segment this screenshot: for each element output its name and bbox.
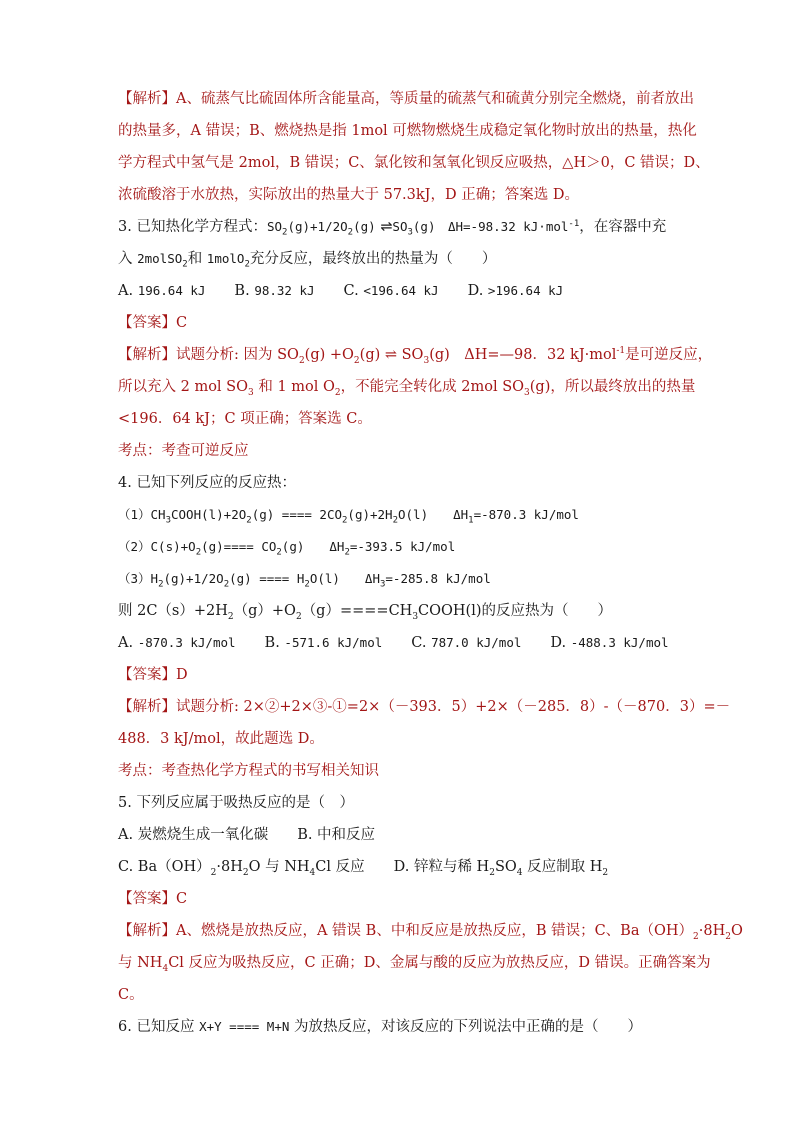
text-line: 488．3 kJ/mol，故此题选 D。 <box>118 731 324 747</box>
text-line: $(3)H_2(g)+1/2O_2(g)$ ==== $H_2O(l)$ $\Delta H_3=-285.8$ kJ/mol <box>118 571 491 590</box>
text-line: 4. 已知下列反应的反应热： <box>118 475 296 491</box>
text-line: A. 196.64 kJ B. 98.32 kJ C. <196.64 kJ D. >196.64 kJ <box>118 283 564 299</box>
text-line: 【答案】C <box>118 891 188 907</box>
text-line: 所以充入 2 mol $SO_3$ 和 1 mol $O_2$，不能完全转化成 2mol $SO_3(g)$，所以最终放出的热量 <box>118 379 696 398</box>
text-line: 入 2molSO$_2$和 1molO$_2$充分反应，最终放出的热量为（ ） <box>118 251 497 270</box>
text-line: 6. 已知反应 X+Y ==== M+N 为放热反应，对该反应的下列说法中正确的是（ ） <box>118 1019 642 1035</box>
text-line: C. $Ba(OH)_2\cdot 8H_2O$ 与 $NH_4Cl$ 反应 D. 锌粒与稀 $H_2SO_4$ 反应制取 $H_2$ <box>118 859 609 878</box>
text-line: A. 炭燃烧生成一氧化碳 B. 中和反应 <box>118 827 376 843</box>
text-line: 浓硫酸溶于水放热，实际放出的热量大于 57.3kJ，D 正确；答案选 D。 <box>118 187 579 203</box>
text-line: 【答案】D <box>118 667 188 683</box>
text-line: 考点：考查热化学方程式的书写相关知识 <box>118 763 379 779</box>
text-line: 5. 下列反应属于吸热反应的是（ ） <box>118 795 354 811</box>
text-line: <196．64 kJ；C 项正确；答案选 C。 <box>118 411 372 427</box>
text-line: 【解析】试题分析: 因为 $SO_2(g) +O_2(g)$ ⇌ $SO_3(g)$ ΔH=—98．32 kJ·mol$^{-1}$是可逆反应， <box>118 346 713 366</box>
text-line: 【解析】A、硫蒸气比硫固体所含能量高，等质量的硫蒸气和硫黄分别完全燃烧，前者放出 <box>118 91 694 107</box>
text-line: 学方程式中氢气是 2mol，B 错误；C、氯化铵和氢氧化钡反应吸热，△H＞0，C 错误；D、 <box>118 155 710 171</box>
text-line: C。 <box>118 987 144 1003</box>
text-line: 【解析】A、燃烧是放热反应，A 错误 B、中和反应是放热反应，B 错误；C、$Ba(OH)_2\cdot 8H_2O$ <box>118 923 743 942</box>
text-line: $(1)CH_3COOH(l)+2O_2(g)$ ==== $2CO_2(g)+2H_2O(l)$ $\Delta H_1=-870.3$ kJ/mol <box>118 507 579 526</box>
text-line: 【解析】试题分析: 2×②+2×③-①=2×（－393．5）+2×（－285．8）-（－870．3）=－ <box>118 699 731 715</box>
text-line: 则 $2C(s)+2H_2(g)+O_2(g)====CH_3COOH(l)$的反应热为（ ） <box>118 603 613 622</box>
text-line: 的热量多，A 错误；B、燃烧热是指 1mol 可燃物燃烧生成稳定氧化物时放出的热量，热化 <box>118 123 697 139</box>
text-line: A. -870.3 kJ/mol B. -571.6 kJ/mol C. 787.0 kJ/mol D. -488.3 kJ/mol <box>118 635 669 651</box>
text-line: $(2)C(s)+O_2(g)==== CO_2(g)$ $\Delta H_2=-393.5$ kJ/mol <box>118 539 456 558</box>
text-line: 3. 已知热化学方程式：$SO_2(g)+1/2O_2(g)$ $\rightleftharpoons SO_3(g)$ ΔH=-98.32 kJ·mol$^{-1}$，在容器中充 <box>118 218 667 238</box>
text-line: 与 $NH_4Cl$ 反应为吸热反应，C 正确；D、金属与酸的反应为放热反应，D 错误。正确答案为 <box>118 955 711 974</box>
text-line: 考点：考查可逆反应 <box>118 443 249 459</box>
text-line: 【答案】C <box>118 315 188 331</box>
